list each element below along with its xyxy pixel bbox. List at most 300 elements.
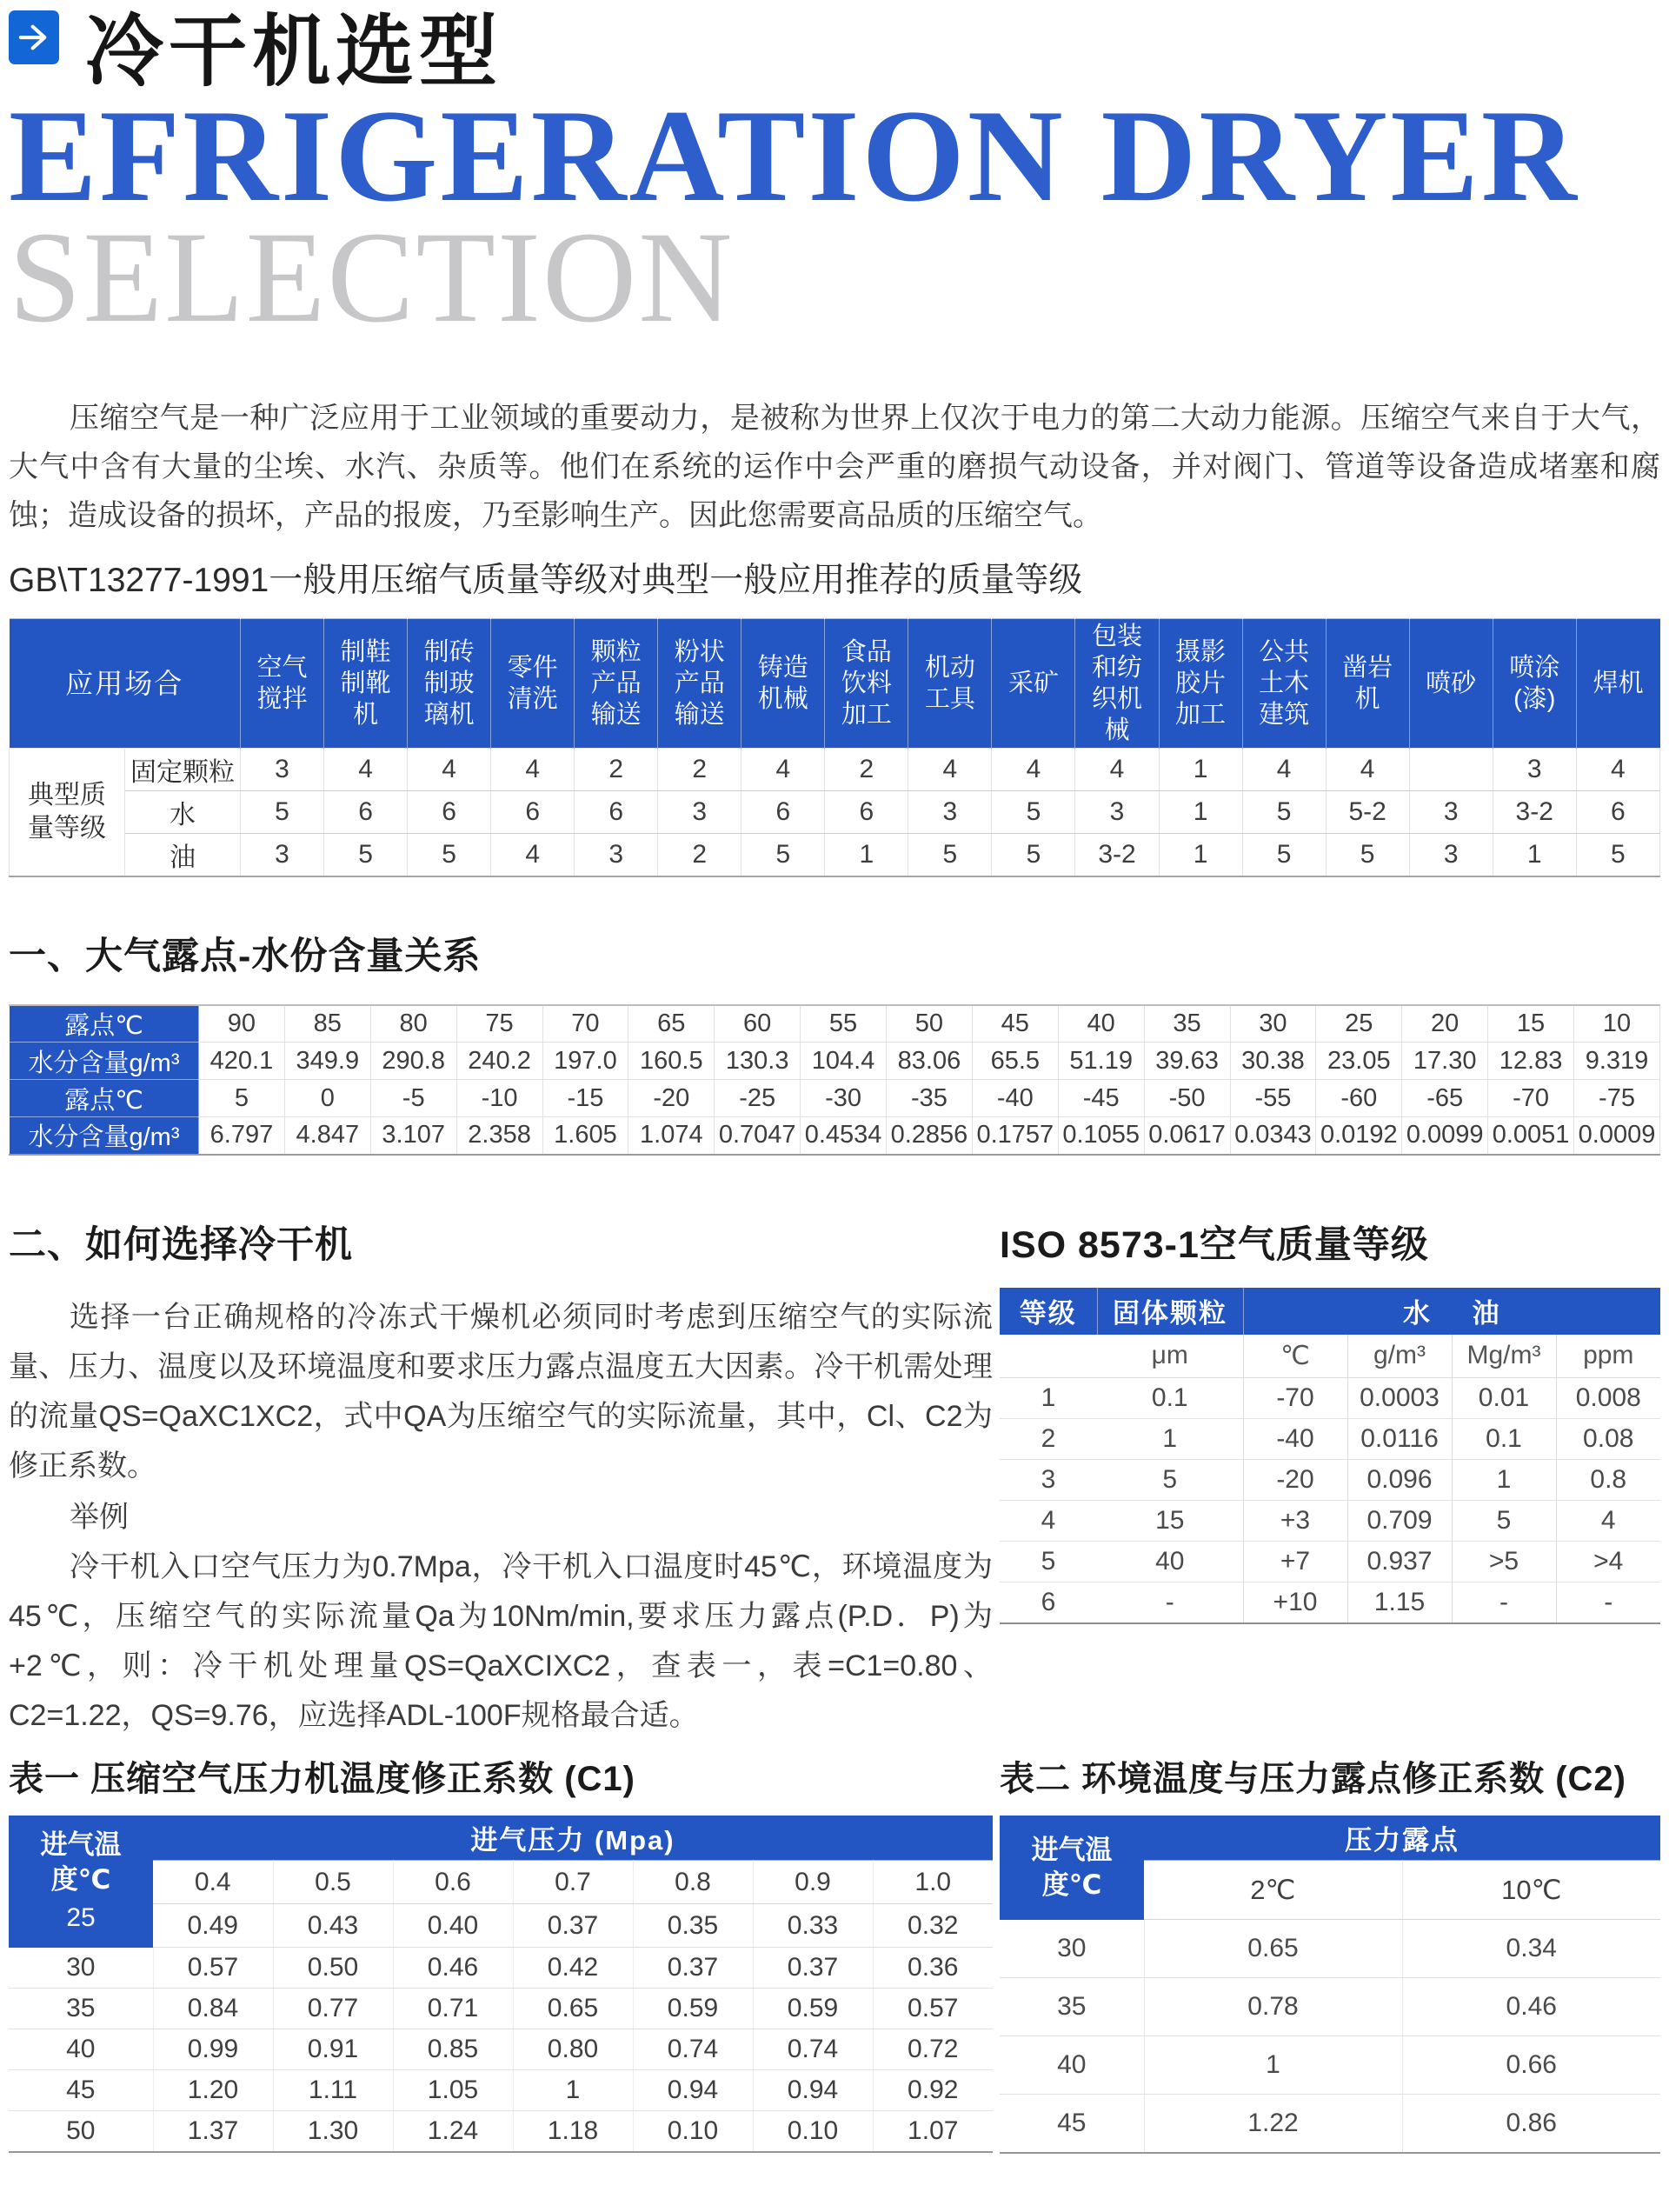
gb-value-cell: 2 bbox=[825, 749, 908, 791]
t1-value-cell: 0.74 bbox=[753, 2029, 873, 2070]
gb-value-cell: 5 bbox=[241, 791, 324, 834]
t2-temp-cell: 35 bbox=[1000, 1978, 1144, 2036]
gb-value-cell: 1 bbox=[1159, 749, 1242, 791]
gb-value-cell: 6 bbox=[408, 791, 491, 834]
iso-value-cell: 1 bbox=[1097, 1419, 1243, 1460]
t1-corner-label: 进气温度℃ bbox=[40, 1829, 122, 1895]
t1-data-row bbox=[9, 1989, 993, 2029]
gb-value-cell: 4 bbox=[324, 749, 408, 791]
gb-value-cell: 4 bbox=[1242, 749, 1326, 791]
iso-value-cell: 4 bbox=[1000, 1501, 1097, 1542]
iso-data-row bbox=[1000, 1419, 1660, 1460]
dew-value-cell: 104.4 bbox=[801, 1043, 887, 1080]
t2-corner-cell bbox=[1000, 1816, 1144, 1920]
iso-value-cell: +10 bbox=[1243, 1582, 1347, 1623]
gb-data-row bbox=[10, 791, 1660, 834]
iso-value-cell: -70 bbox=[1243, 1378, 1347, 1419]
dew-value-cell: -35 bbox=[887, 1080, 973, 1117]
gb-value-cell: 1 bbox=[1159, 791, 1242, 834]
dew-value-cell: 0.1055 bbox=[1058, 1117, 1144, 1155]
t1-value-cell: 0.37 bbox=[753, 1948, 873, 1989]
dew-value-cell: -55 bbox=[1230, 1080, 1316, 1117]
iso-unit-cell: ppm bbox=[1556, 1335, 1660, 1378]
iso-value-cell: 0.1 bbox=[1097, 1378, 1243, 1419]
iso-value-cell: - bbox=[1452, 1582, 1556, 1623]
gb-value-cell: 3 bbox=[241, 834, 324, 876]
t1-value-cell: 0.84 bbox=[153, 1989, 273, 2029]
t1-pressure-cell: 0.9 bbox=[753, 1861, 873, 1904]
t1-header-row bbox=[9, 1816, 993, 1861]
gb-col-header: 粉状产品输送 bbox=[658, 619, 741, 749]
how-to-select-column bbox=[9, 1222, 993, 1741]
dew-value-cell: 160.5 bbox=[628, 1043, 715, 1080]
c2-correction-table bbox=[1000, 1816, 1660, 2154]
dew-value-cell: 0.1757 bbox=[972, 1117, 1058, 1155]
t2-value-cell: 0.66 bbox=[1402, 2036, 1660, 2095]
gb-data-row bbox=[10, 834, 1660, 876]
gb-value-cell: 3-2 bbox=[1075, 834, 1159, 876]
t2-dewpoint-cell: 10℃ bbox=[1402, 1861, 1660, 1920]
t1-value-cell: 0.94 bbox=[633, 2070, 753, 2111]
t1-temp-cell: 40 bbox=[9, 2029, 153, 2070]
dew-value-cell: 1.074 bbox=[628, 1117, 715, 1155]
dew-data-row bbox=[10, 1080, 1660, 1117]
iso-value-cell: 0.01 bbox=[1452, 1378, 1556, 1419]
dew-row-label: 露点℃ bbox=[10, 1080, 199, 1117]
t1-value-cell: 0.32 bbox=[873, 1904, 993, 1948]
dew-value-cell: 60 bbox=[715, 1005, 801, 1043]
iso-value-cell: 5 bbox=[1097, 1460, 1243, 1501]
gb-table-title: GB\T13277-1991一般用压缩气质量等级对典型一般应用推荐的质量等级 bbox=[9, 562, 1083, 599]
gb-value-cell: 5-2 bbox=[1326, 791, 1409, 834]
gb-col-header: 制鞋制靴机 bbox=[324, 619, 408, 749]
t2-temp-cell: 45 bbox=[1000, 2095, 1144, 2153]
t2-temp-cell: 40 bbox=[1000, 2036, 1144, 2095]
dew-value-cell: -60 bbox=[1316, 1080, 1402, 1117]
t2-value-cell: 1 bbox=[1144, 2036, 1402, 2095]
dew-value-cell: 35 bbox=[1144, 1005, 1230, 1043]
t2-data-row bbox=[1000, 1920, 1660, 1978]
gb-col-header: 铸造机械 bbox=[741, 619, 825, 749]
t1-value-cell: 0.99 bbox=[153, 2029, 273, 2070]
gb-value-cell: 5 bbox=[992, 791, 1075, 834]
dew-value-cell: 9.319 bbox=[1574, 1043, 1660, 1080]
gb-value-cell: 5 bbox=[741, 834, 825, 876]
gb-value-cell: 4 bbox=[1576, 749, 1659, 791]
t1-value-cell: 0.50 bbox=[273, 1948, 393, 1989]
t1-value-cell: 1.11 bbox=[273, 2070, 393, 2111]
iso-unit-cell bbox=[1000, 1335, 1097, 1378]
t1-pressures-row bbox=[9, 1861, 993, 1904]
dew-value-cell: -5 bbox=[370, 1080, 456, 1117]
dew-value-cell: 1.605 bbox=[542, 1117, 628, 1155]
t1-pressure-cell: 1.0 bbox=[873, 1861, 993, 1904]
dew-value-cell: 0.2856 bbox=[887, 1117, 973, 1155]
gb-value-cell: 3 bbox=[1409, 791, 1493, 834]
iso-col-water-oil: 水 油 bbox=[1243, 1288, 1660, 1335]
dew-value-cell: 65.5 bbox=[972, 1043, 1058, 1080]
t1-value-cell: 0.71 bbox=[393, 1989, 513, 2029]
dew-value-cell: 39.63 bbox=[1144, 1043, 1230, 1080]
t2-value-cell: 1.22 bbox=[1144, 2095, 1402, 2153]
gb-col-header: 喷涂(漆) bbox=[1493, 619, 1576, 749]
dew-value-cell: 80 bbox=[370, 1005, 456, 1043]
iso-value-cell: 3 bbox=[1000, 1460, 1097, 1501]
iso-unit-cell: Mg/m³ bbox=[1452, 1335, 1556, 1378]
t1-data-row bbox=[9, 1948, 993, 1989]
gb-value-cell: 6 bbox=[491, 791, 575, 834]
iso-data-row bbox=[1000, 1542, 1660, 1582]
t2-value-cell: 0.65 bbox=[1144, 1920, 1402, 1978]
dew-value-cell: 55 bbox=[801, 1005, 887, 1043]
dew-value-cell: -75 bbox=[1574, 1080, 1660, 1117]
iso-value-cell: 0.08 bbox=[1556, 1419, 1660, 1460]
iso-value-cell: 0.0116 bbox=[1347, 1419, 1452, 1460]
t1-value-cell: 0.65 bbox=[513, 1989, 633, 2029]
t1-value-cell: 1.05 bbox=[393, 2070, 513, 2111]
dew-value-cell: 2.358 bbox=[456, 1117, 542, 1155]
gb-value-cell: 6 bbox=[741, 791, 825, 834]
t1-value-cell: 1.18 bbox=[513, 2111, 633, 2152]
t1-temp-cell: 35 bbox=[9, 1989, 153, 2029]
gb-value-cell: 6 bbox=[575, 791, 658, 834]
gb-data-row bbox=[10, 749, 1660, 791]
iso-value-cell: 0.8 bbox=[1556, 1460, 1660, 1501]
gb-value-cell: 3 bbox=[1493, 749, 1576, 791]
t1-value-cell: 0.49 bbox=[153, 1904, 273, 1948]
gb-value-cell: 4 bbox=[491, 834, 575, 876]
dew-value-cell: 0.0192 bbox=[1316, 1117, 1402, 1155]
dew-value-cell: 290.8 bbox=[370, 1043, 456, 1080]
dew-value-cell: 0.4534 bbox=[801, 1117, 887, 1155]
iso-value-cell: +3 bbox=[1243, 1501, 1347, 1542]
gb-row-label: 水 bbox=[125, 791, 241, 834]
dew-row-label: 水分含量g/m³ bbox=[10, 1043, 199, 1080]
iso-value-cell: 0.709 bbox=[1347, 1501, 1452, 1542]
dew-value-cell: 240.2 bbox=[456, 1043, 542, 1080]
gb-col-header: 包装和纺织机械 bbox=[1075, 619, 1159, 749]
dew-value-cell: 65 bbox=[628, 1005, 715, 1043]
gb-value-cell: 6 bbox=[825, 791, 908, 834]
iso-table-title: ISO 8573-1空气质量等级 bbox=[1000, 1223, 1429, 1266]
iso-value-cell: 2 bbox=[1000, 1419, 1097, 1460]
t2-value-cell: 0.46 bbox=[1402, 1978, 1660, 2036]
gb-col-header: 食品饮料加工 bbox=[825, 619, 908, 749]
dew-data-row bbox=[10, 1043, 1660, 1080]
dew-value-cell: 3.107 bbox=[370, 1117, 456, 1155]
t1-data-row bbox=[9, 2111, 993, 2152]
t1-value-cell: 0.92 bbox=[873, 2070, 993, 2111]
dew-value-cell: 40 bbox=[1058, 1005, 1144, 1043]
gb-col-header: 空气搅拌 bbox=[241, 619, 324, 749]
dewpoint-moisture-table bbox=[9, 1004, 1660, 1156]
dew-value-cell: 349.9 bbox=[284, 1043, 370, 1080]
t1-value-cell: 1.20 bbox=[153, 2070, 273, 2111]
dew-value-cell: 4.847 bbox=[284, 1117, 370, 1155]
gb-col-header: 焊机 bbox=[1576, 619, 1659, 749]
t2-corner-label: 进气温度℃ bbox=[1031, 1834, 1113, 1900]
t1-value-cell: 1.30 bbox=[273, 2111, 393, 2152]
dew-value-cell: -20 bbox=[628, 1080, 715, 1117]
iso-value-cell: - bbox=[1097, 1582, 1243, 1623]
table1-title: 表一 压缩空气压力机温度修正系数 (C1) bbox=[9, 1759, 635, 1798]
gb-col-header: 喷砂 bbox=[1409, 619, 1493, 749]
gb-value-cell: 5 bbox=[1242, 791, 1326, 834]
gb-value-cell: 2 bbox=[658, 749, 741, 791]
gb-value-cell: 3 bbox=[1075, 791, 1159, 834]
t1-temp-cell: 50 bbox=[9, 2111, 153, 2152]
gb-value-cell: 3 bbox=[241, 749, 324, 791]
iso-column bbox=[1000, 1222, 1660, 1741]
dew-value-cell: 197.0 bbox=[542, 1043, 628, 1080]
dew-value-cell: 0 bbox=[284, 1080, 370, 1117]
t1-temp-cell: 45 bbox=[9, 2070, 153, 2111]
gb-value-cell: 1 bbox=[825, 834, 908, 876]
dew-value-cell: 83.06 bbox=[887, 1043, 973, 1080]
gb-value-cell: 3 bbox=[908, 791, 992, 834]
dew-value-cell: 70 bbox=[542, 1005, 628, 1043]
iso-data-row bbox=[1000, 1501, 1660, 1542]
dew-value-cell: 23.05 bbox=[1316, 1043, 1402, 1080]
t2-data-row bbox=[1000, 2036, 1660, 2095]
t1-value-cell: 0.57 bbox=[153, 1948, 273, 1989]
gb-value-cell: 5 bbox=[324, 834, 408, 876]
section1-title: 一、大气露点-水份含量关系 bbox=[9, 935, 482, 977]
iso-value-cell: 5 bbox=[1452, 1501, 1556, 1542]
t1-value-cell: 0.91 bbox=[273, 2029, 393, 2070]
iso-value-cell: 0.937 bbox=[1347, 1542, 1452, 1582]
gb-value-cell: 3-2 bbox=[1493, 791, 1576, 834]
dew-value-cell: -50 bbox=[1144, 1080, 1230, 1117]
t1-corner-cell bbox=[9, 1816, 153, 1948]
t1-value-cell: 0.59 bbox=[633, 1989, 753, 2029]
gb-value-cell: 5 bbox=[992, 834, 1075, 876]
dew-value-cell: 0.0051 bbox=[1488, 1117, 1574, 1155]
example-paragraph: 冷干机入口空气压力为0.7Mpa，冷干机入口温度时45℃，环境温度为45℃，压缩空气的实际流量Qa为10Nm/min,要求压力露点(P.D．P)为+2℃，则：冷干机处理量QS=QaXCIXC2，查表一，表=C1=0.80、C2=1.22，QS=9.76，应选择ADL-100F规格最合适。 bbox=[9, 1549, 993, 1732]
iso-value-cell: >4 bbox=[1556, 1542, 1660, 1582]
gb-row-label: 固定颗粒 bbox=[125, 749, 241, 791]
iso-unit-cell: ℃ bbox=[1243, 1335, 1347, 1378]
dew-value-cell: -45 bbox=[1058, 1080, 1144, 1117]
iso-value-cell: - bbox=[1556, 1582, 1660, 1623]
example-label: 举例 bbox=[70, 1500, 129, 1534]
t1-data-row bbox=[9, 2070, 993, 2111]
t1-value-cell: 0.37 bbox=[633, 1948, 753, 1989]
dew-value-cell: 0.0617 bbox=[1144, 1117, 1230, 1155]
iso-value-cell: +7 bbox=[1243, 1542, 1347, 1582]
dew-row-label: 露点℃ bbox=[10, 1005, 199, 1043]
iso-unit-cell: μm bbox=[1097, 1335, 1243, 1378]
t1-pressure-cell: 0.7 bbox=[513, 1861, 633, 1904]
t1-value-cell: 0.37 bbox=[513, 1904, 633, 1948]
t1-value-cell: 0.40 bbox=[393, 1904, 513, 1948]
t1-corner-value: 25 bbox=[66, 1902, 96, 1932]
gb-value-cell: 5 bbox=[1576, 834, 1659, 876]
iso-value-cell: 0.096 bbox=[1347, 1460, 1452, 1501]
dew-value-cell: 10 bbox=[1574, 1005, 1660, 1043]
t1-value-cell: 0.74 bbox=[633, 2029, 753, 2070]
gb-value-cell: 4 bbox=[992, 749, 1075, 791]
t2-value-cell: 0.78 bbox=[1144, 1978, 1402, 2036]
t1-value-cell: 0.46 bbox=[393, 1948, 513, 1989]
dew-value-cell: 12.83 bbox=[1488, 1043, 1574, 1080]
t1-value-cell: 0.43 bbox=[273, 1904, 393, 1948]
gb-col-header: 公共土木建筑 bbox=[1242, 619, 1326, 749]
gb-value-cell: 5 bbox=[1326, 834, 1409, 876]
iso-col-grade: 等级 bbox=[1000, 1288, 1097, 1335]
dew-value-cell: 0.0099 bbox=[1402, 1117, 1488, 1155]
dew-value-cell: 6.797 bbox=[199, 1117, 285, 1155]
dew-value-cell: -40 bbox=[972, 1080, 1058, 1117]
t1-value-cell: 0.80 bbox=[513, 2029, 633, 2070]
iso-value-cell: -20 bbox=[1243, 1460, 1347, 1501]
iso-value-cell: 1 bbox=[1000, 1378, 1097, 1419]
gb-value-cell: 4 bbox=[408, 749, 491, 791]
gb-col-header: 制砖制玻璃机 bbox=[408, 619, 491, 749]
t1-value-cell: 0.36 bbox=[873, 1948, 993, 1989]
dew-value-cell: -15 bbox=[542, 1080, 628, 1117]
t1-value-cell: 0.33 bbox=[753, 1904, 873, 1948]
gb-quality-grade-table bbox=[9, 618, 1660, 877]
dew-value-cell: -25 bbox=[715, 1080, 801, 1117]
iso-data-row bbox=[1000, 1582, 1660, 1623]
t1-value-cell: 0.94 bbox=[753, 2070, 873, 2111]
t1-pressure-cell: 0.8 bbox=[633, 1861, 753, 1904]
gb-col-header: 零件清洗 bbox=[491, 619, 575, 749]
gb-col-header: 采矿 bbox=[992, 619, 1075, 749]
dew-value-cell: 15 bbox=[1488, 1005, 1574, 1043]
iso-value-cell: 15 bbox=[1097, 1501, 1243, 1542]
dew-value-cell: 85 bbox=[284, 1005, 370, 1043]
arrow-right-icon bbox=[9, 10, 59, 64]
gb-value-cell: 5 bbox=[1242, 834, 1326, 876]
gb-value-cell: 1 bbox=[1493, 834, 1576, 876]
dew-value-cell: 17.30 bbox=[1402, 1043, 1488, 1080]
t1-pressure-header: 进气压力 (Mpa) bbox=[153, 1816, 993, 1861]
t1-value-cell: 0.10 bbox=[633, 2111, 753, 2152]
page-title-cn: 冷干机选型 bbox=[85, 9, 502, 96]
iso-value-cell: 1 bbox=[1452, 1460, 1556, 1501]
dew-value-cell: 51.19 bbox=[1058, 1043, 1144, 1080]
t1-value-cell: 1.24 bbox=[393, 2111, 513, 2152]
bottom-two-column-zone bbox=[9, 1756, 1660, 2154]
iso-value-cell: 4 bbox=[1556, 1501, 1660, 1542]
iso-value-cell: 40 bbox=[1097, 1542, 1243, 1582]
t1-pressure-cell: 0.6 bbox=[393, 1861, 513, 1904]
gb-value-cell: 6 bbox=[1576, 791, 1659, 834]
dew-value-cell: 0.0343 bbox=[1230, 1117, 1316, 1155]
iso-value-cell: >5 bbox=[1452, 1542, 1556, 1582]
gb-col-header: 凿岩机 bbox=[1326, 619, 1409, 749]
section2-title: 二、如何选择冷干机 bbox=[9, 1223, 353, 1266]
iso-value-cell: -40 bbox=[1243, 1419, 1347, 1460]
gb-value-cell: 4 bbox=[1326, 749, 1409, 791]
dew-value-cell: 30 bbox=[1230, 1005, 1316, 1043]
gb-value-cell: 5 bbox=[408, 834, 491, 876]
iso-value-cell: 5 bbox=[1000, 1542, 1097, 1582]
table1-column bbox=[9, 1756, 993, 2154]
dew-data-row bbox=[10, 1117, 1660, 1155]
gb-value-cell: 3 bbox=[575, 834, 658, 876]
iso-header-row bbox=[1000, 1288, 1660, 1335]
dew-value-cell: 50 bbox=[887, 1005, 973, 1043]
iso-value-cell: 0.1 bbox=[1452, 1419, 1556, 1460]
gb-col-header: 颗粒产品输送 bbox=[575, 619, 658, 749]
dew-value-cell: 25 bbox=[1316, 1005, 1402, 1043]
iso-value-cell: 1.15 bbox=[1347, 1582, 1452, 1623]
t1-value-cell: 0.72 bbox=[873, 2029, 993, 2070]
title-en-selection: SELECTION bbox=[9, 205, 735, 350]
dew-value-cell: -70 bbox=[1488, 1080, 1574, 1117]
t1-value-cell: 0.57 bbox=[873, 1989, 993, 2029]
iso-data-row bbox=[1000, 1378, 1660, 1419]
gb-row-group-label: 典型质量等级 bbox=[10, 749, 125, 876]
t2-dew-header: 压力露点 bbox=[1144, 1816, 1660, 1861]
t1-value-cell: 0.85 bbox=[393, 2029, 513, 2070]
gb-value-cell: 5 bbox=[908, 834, 992, 876]
t1-value-cell: 1 bbox=[513, 2070, 633, 2111]
t1-value-cell: 0.35 bbox=[633, 1904, 753, 1948]
gb-value-cell: 3 bbox=[658, 791, 741, 834]
gb-value-cell: 4 bbox=[908, 749, 992, 791]
t1-value-cell: 0.77 bbox=[273, 1989, 393, 2029]
t2-header-row bbox=[1000, 1816, 1660, 1861]
t2-value-cell: 0.86 bbox=[1402, 2095, 1660, 2153]
gb-value-cell: 1 bbox=[1159, 834, 1242, 876]
t1-row-25-values bbox=[9, 1904, 993, 1948]
dew-value-cell: 75 bbox=[456, 1005, 542, 1043]
intro-paragraph: 压缩空气是一种广泛应用于工业领域的重要动力，是被称为世界上仅次于电力的第二大动力能源。压缩空气来自于大气，大气中含有大量的尘埃、水汽、杂质等。他们在系统的运作中会严重的磨损气动设备，并对阀门、管道等设备造成堵塞和腐蚀；造成设备的损坏，产品的报废，乃至影响生产。因此您需要高品质的压缩空气。 bbox=[9, 402, 1660, 532]
gb-value-cell: 4 bbox=[491, 749, 575, 791]
gb-value-cell: 4 bbox=[1075, 749, 1159, 791]
dew-value-cell: -30 bbox=[801, 1080, 887, 1117]
dew-value-cell: 30.38 bbox=[1230, 1043, 1316, 1080]
t1-value-cell: 0.42 bbox=[513, 1948, 633, 1989]
gb-value-cell: 4 bbox=[741, 749, 825, 791]
t1-value-cell: 0.10 bbox=[753, 2111, 873, 2152]
gb-row-label: 油 bbox=[125, 834, 241, 876]
title-en-refrigeration-dryer: EFRIGERATION DRYER bbox=[9, 83, 1579, 229]
t1-data-row bbox=[9, 2029, 993, 2070]
t2-temp-cell: 30 bbox=[1000, 1920, 1144, 1978]
iso-data-row bbox=[1000, 1460, 1660, 1501]
dew-value-cell: 90 bbox=[199, 1005, 285, 1043]
gb-value-cell: 3 bbox=[1409, 834, 1493, 876]
middle-two-column-zone bbox=[9, 1222, 1660, 1741]
gb-value-cell: 2 bbox=[658, 834, 741, 876]
gb-col-header: 机动工具 bbox=[908, 619, 992, 749]
dew-value-cell: 130.3 bbox=[715, 1043, 801, 1080]
t1-value-cell: 1.07 bbox=[873, 2111, 993, 2152]
iso-col-solid-particles: 固体颗粒 bbox=[1097, 1288, 1243, 1335]
dew-value-cell: 0.0009 bbox=[1574, 1117, 1660, 1155]
selection-paragraph: 选择一台正确规格的冷冻式干燥机必须同时考虑到压缩空气的实际流量、压力、温度以及环境温度和要求压力露点温度五大因素。冷干机需处理的流量QS=QaXC1XC2，式中QA为压缩空气的实际流量，其中，Cl、C2为修正系数。 bbox=[9, 1300, 993, 1482]
gb-col-header: 摄影胶片加工 bbox=[1159, 619, 1242, 749]
table2-column bbox=[1000, 1756, 1660, 2154]
t2-value-cell: 0.34 bbox=[1402, 1920, 1660, 1978]
dew-value-cell: -65 bbox=[1402, 1080, 1488, 1117]
dew-value-cell: 5 bbox=[199, 1080, 285, 1117]
gb-header-row bbox=[10, 619, 1660, 749]
t2-data-row bbox=[1000, 2095, 1660, 2153]
t2-dewpoint-cell: 2℃ bbox=[1144, 1861, 1402, 1920]
t1-pressure-cell: 0.4 bbox=[153, 1861, 273, 1904]
dew-value-cell: 0.7047 bbox=[715, 1117, 801, 1155]
dew-data-row bbox=[10, 1005, 1660, 1043]
t1-pressure-cell: 0.5 bbox=[273, 1861, 393, 1904]
iso-units-row bbox=[1000, 1335, 1660, 1378]
dew-value-cell: 45 bbox=[972, 1005, 1058, 1043]
